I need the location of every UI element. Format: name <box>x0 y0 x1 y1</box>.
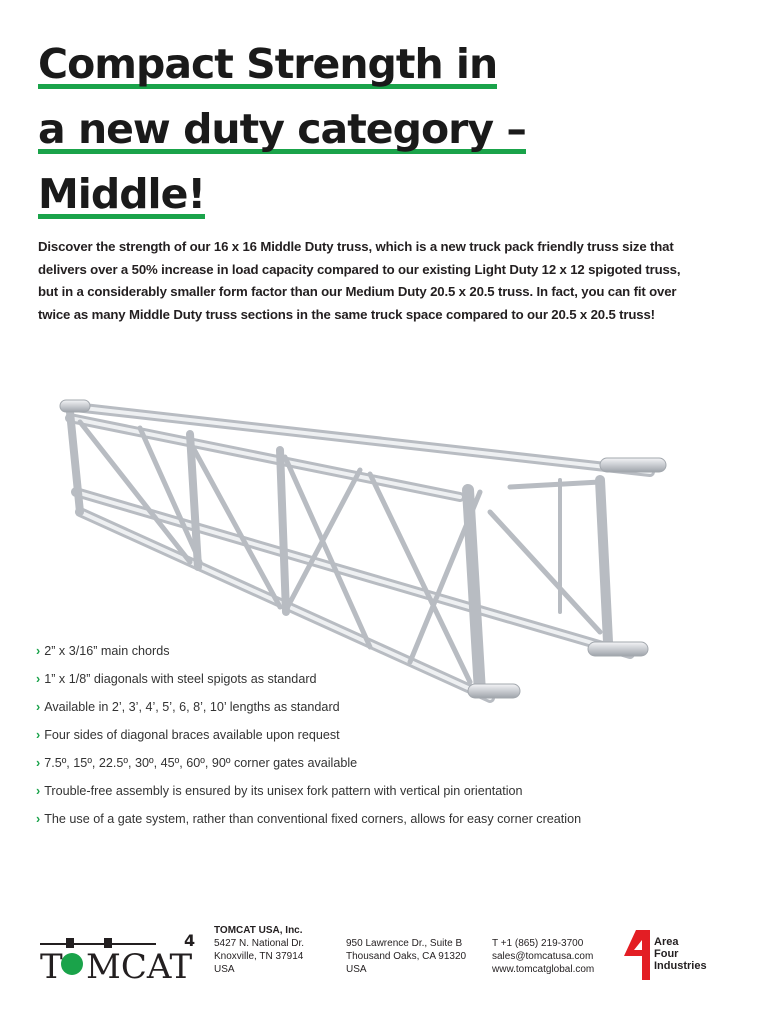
feature-text: 2” x 3/16” main chords <box>44 644 170 658</box>
address-line: 950 Lawrence Dr., Suite B <box>346 938 463 949</box>
headline-line-3: Middle! <box>38 170 206 218</box>
area-four-word: Industries <box>654 960 707 972</box>
list-item <box>36 700 676 728</box>
chevron-right-icon: › <box>36 644 41 658</box>
intro-paragraph: Discover the strength of our 16 x 16 Middle Duty truss, which is a new truck pack friendly truss size that delivers over a 50% increase in load capacity compared to our existing Light Duty 12 x 12 spigoted truss, but in a considerably smaller form factor than our Medium Duty 20.5 x 20.5 truss. In fact, you can fit over twice as many Middle Duty truss sections in the same truck space compared to our 20.5 x 20.5 truss! <box>38 239 681 322</box>
area-four-word: Four <box>654 948 679 960</box>
headline-line-1: Compact Strength in <box>38 40 498 88</box>
area-four-word: Area <box>654 936 679 948</box>
chevron-right-icon: › <box>36 728 41 742</box>
address-line: USA <box>346 964 367 975</box>
footer <box>0 918 768 1008</box>
headline <box>38 36 678 231</box>
list-item <box>36 784 676 812</box>
address-line: Knoxville, TN 37914 <box>214 951 304 962</box>
address-line: 5427 N. National Dr. <box>214 938 305 949</box>
svg-text:4: 4 <box>184 931 196 950</box>
address-thousand-oaks <box>346 937 466 976</box>
feature-text: Trouble-free assembly is ensured by its unisex fork pattern with vertical pin orientation <box>44 784 523 798</box>
feature-text: The use of a gate system, rather than conventional fixed corners, allows for easy corner creation <box>44 812 582 826</box>
svg-text:MCAT: MCAT <box>86 947 193 984</box>
address-line: USA <box>214 964 235 975</box>
tomcat-logo <box>38 924 198 984</box>
feature-text: 7.5º, 15º, 22.5º, 30º, 45º, 60º, 90º corner gates available <box>44 756 358 770</box>
chevron-right-icon: › <box>36 700 41 714</box>
email-link[interactable]: sales@tomcatusa.com <box>492 951 594 962</box>
list-item <box>36 756 676 784</box>
chevron-right-icon: › <box>36 812 41 826</box>
chevron-right-icon: › <box>36 672 41 686</box>
headline-line-2: a new duty category – <box>38 105 526 153</box>
list-item <box>36 812 676 840</box>
list-item <box>36 672 676 700</box>
chevron-right-icon: › <box>36 756 41 770</box>
feature-text: Available in 2’, 3’, 4’, 5’, 6, 8’, 10’ lengths as standard <box>44 700 340 714</box>
svg-text:T: T <box>40 947 63 984</box>
company-name: TOMCAT USA, Inc. <box>214 925 303 936</box>
contact-info <box>492 937 594 976</box>
address-knoxville <box>214 924 304 976</box>
address-line: Thousand Oaks, CA 91320 <box>346 951 467 962</box>
website-link[interactable]: www.tomcatglobal.com <box>492 964 595 975</box>
feature-text: Four sides of diagonal braces available upon request <box>44 728 340 742</box>
area-four-text <box>654 936 707 972</box>
area-four-industries-logo <box>622 926 732 982</box>
feature-list <box>36 644 676 840</box>
phone: T +1 (865) 219-3700 <box>492 938 584 949</box>
list-item <box>36 644 676 672</box>
list-item <box>36 728 676 756</box>
chevron-right-icon: › <box>36 784 41 798</box>
feature-text: 1” x 1/8” diagonals with steel spigots as standard <box>44 672 317 686</box>
